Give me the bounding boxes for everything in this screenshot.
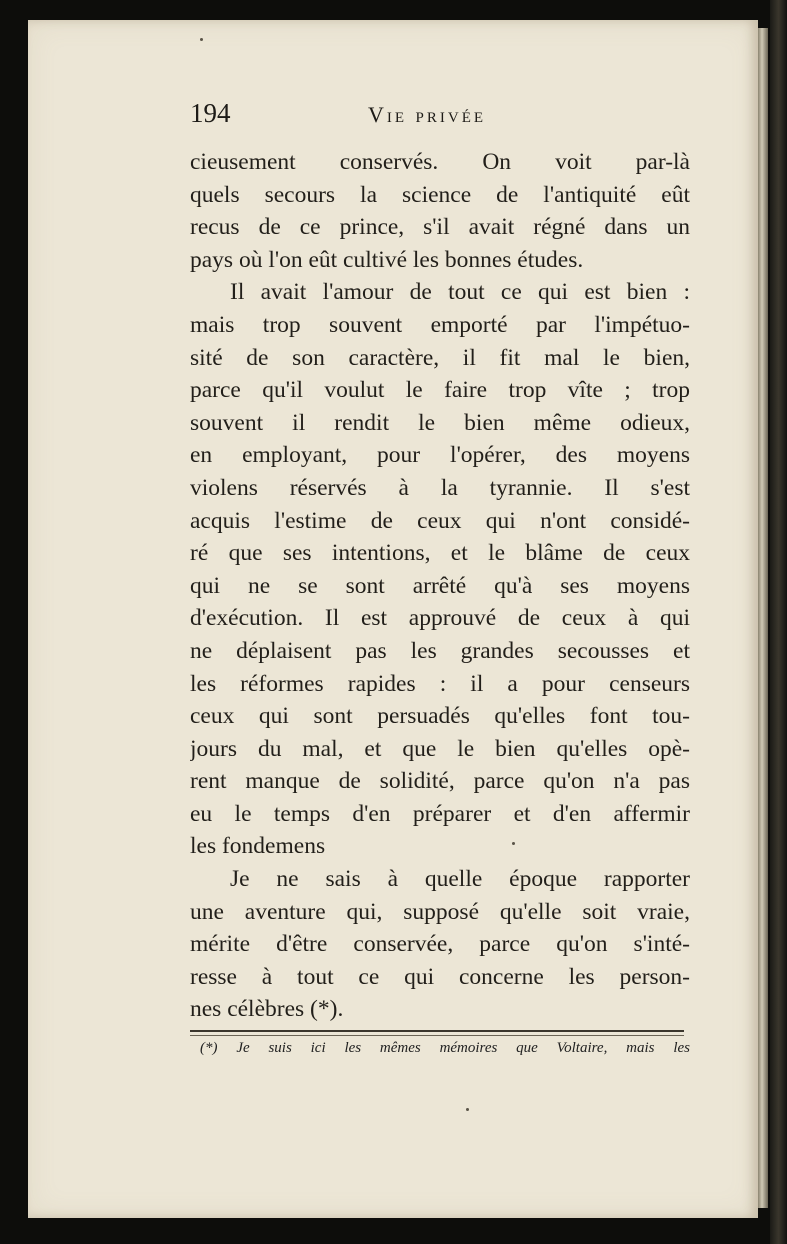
text-line: ceux qui sont persuadés qu'elles font tou- bbox=[190, 703, 690, 730]
body-text bbox=[190, 146, 690, 1026]
text-line: sité de son caractère, il fit mal le bien, bbox=[190, 344, 690, 371]
text-line: les réformes rapides : il a pour censeurs bbox=[190, 670, 690, 697]
book-gutter bbox=[770, 0, 787, 1244]
text-line: acquis l'estime de ceux qui n'ont considé- bbox=[190, 507, 690, 534]
text-line: Je ne sais à quelle époque rapporter bbox=[230, 866, 690, 893]
page-number: 194 bbox=[190, 98, 231, 128]
text-line: qui ne se sont arrêté qu'à ses moyens bbox=[190, 572, 690, 599]
text-line: cieusement conservés. On voit par-là bbox=[190, 149, 690, 175]
text-line: en employant, pour l'opérer, des moyens bbox=[190, 442, 690, 469]
footnote: (*) Je suis ici les mêmes mémoires que Voltaire, mais les bbox=[200, 1040, 690, 1056]
text-line: souvent il rendit le bien même odieux, bbox=[190, 409, 690, 436]
text-line: d'exécution. Il est approuvé de ceux à qui bbox=[190, 605, 690, 632]
text-line: une aventure qui, supposé qu'elle soit vraie, bbox=[190, 898, 690, 925]
text-line: rent manque de solidité, parce qu'on n'a pas bbox=[190, 768, 690, 795]
page-edge bbox=[758, 28, 768, 1208]
footnote-rule bbox=[190, 1030, 684, 1032]
text-line: ré que ses intentions, et le blâme de ceux bbox=[190, 540, 690, 567]
text-line: mais trop souvent emporté par l'impétuo- bbox=[190, 311, 690, 338]
text-line: recus de ce prince, s'il avait régné dans un bbox=[190, 214, 690, 241]
paper-speck bbox=[200, 38, 203, 41]
text-line: quels secours la science de l'antiquité eût bbox=[190, 181, 690, 208]
page-header bbox=[190, 98, 690, 134]
text-line: eu le temps d'en préparer et d'en affermir bbox=[190, 800, 690, 827]
running-head: Vie privée bbox=[368, 102, 487, 127]
footnote-rule-thin bbox=[190, 1035, 684, 1036]
text-line: violens réservés à la tyrannie. Il s'est bbox=[190, 474, 690, 501]
text-line: nes célèbres (*). bbox=[190, 996, 344, 1023]
text-line: jours du mal, et que le bien qu'elles opè- bbox=[190, 735, 690, 762]
text-line: les fondemens bbox=[190, 833, 326, 860]
paper-speck bbox=[466, 1108, 469, 1111]
text-line: parce qu'il voulut le faire trop vîte ; trop bbox=[190, 377, 690, 404]
paper-speck bbox=[512, 842, 515, 845]
text-line: mérite d'être conservée, parce qu'on s'inté- bbox=[190, 931, 690, 958]
text-line: ne déplaisent pas les grandes secousses et bbox=[190, 637, 690, 664]
text-line: resse à tout ce qui concerne les person- bbox=[190, 963, 690, 990]
text-line: pays où l'on eût cultivé les bonnes études. bbox=[190, 246, 584, 273]
text-line: Il avait l'amour de tout ce qui est bien : bbox=[230, 279, 690, 306]
